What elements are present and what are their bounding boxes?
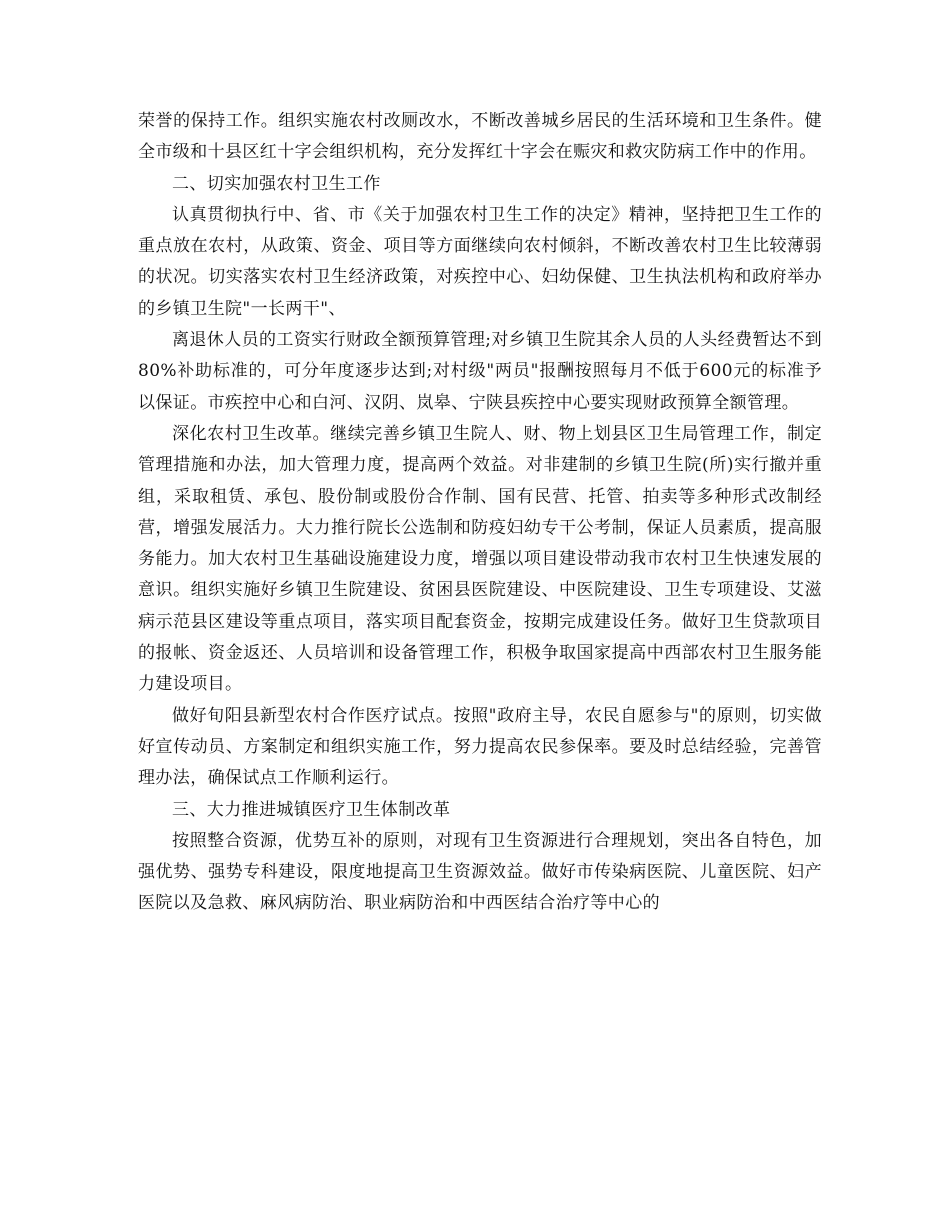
paragraph-4: 离退休人员的工资实行财政全额预算管理;对乡镇卫生院其余人员的人头经费暂达不到80%补助标准的，可分年度逐步达到;对村级"两员"报酬按照每月不低于600元的标准予以保证。市疾控中心和白河、汉阴、岚皋、宁陕县疾控中心要实现财政预算全额管理。 (138, 330, 822, 413)
paragraph-8: 按照整合资源，优势互补的原则，对现有卫生资源进行合理规划，突出各自特色，加强优势、强势专科建设，限度地提高卫生资源效益。做好市传染病医院、儿童医院、妇产医院以及急救、麻风病防治、职业病防治和中西医结合治疗等中心的 (138, 830, 822, 914)
paragraph-6: 做好旬阳县新型农村合作医疗试点。按照"政府主导，农民自愿参与"的原则，切实做好宣传动员、方案制定和组织实施工作，努力提高农民参保率。要及时总结经验，完善管理办法，确保试点工作顺利运行。 (138, 705, 822, 789)
paragraph-3: 认真贯彻执行中、省、市《关于加强农村卫生工作的决定》精神，坚持把卫生工作的重点放在农村，从政策、资金、项目等方面继续向农村倾斜，不断改善农村卫生比较薄弱的状况。切实落实农村卫生经济政策，对疾控中心、妇幼保健、卫生执法机构和政府举办的乡镇卫生院"一长两干"、 (138, 204, 822, 319)
paragraph-1: 荣誉的保持工作。组织实施农村改厕改水，不断改善城乡居民的生活环境和卫生条件。健全市级和十县区红十字会组织机构，充分发挥红十字会在赈灾和救灾防病工作中的作用。 (138, 111, 822, 163)
section-heading-2: 二、切实加强农村卫生工作 (172, 173, 381, 194)
section-heading-3: 三、大力推进城镇医疗卫生体制改革 (172, 799, 451, 820)
paragraph-5: 深化农村卫生改革。继续完善乡镇卫生院人、财、物上划县区卫生局管理工作，制定管理措施和办法，加大管理力度，提高两个效益。对非建制的乡镇卫生院(所)实行撤并重组，采取租赁、承包、股份制或股份合作制、国有民营、托管、拍卖等多种形式改制经营，增强发展活力。大力推行院长公选制和防疫妇幼专干公考制，保证人员素质，提高服务能力。加大农村卫生基础设施建设力度，增强以项目建设带动我市农村卫生快速发展的意识。组织实施好乡镇卫生院建设、贫困县医院建设、中医院建设、卫生专项建设、艾滋病示范县区建设等重点项目，落实项目配套资金，按期完成建设任务。做好卫生贷款项目的报帐、资金返还、人员培训和设备管理工作，积极争取国家提高中西部农村卫生服务能力建设项目。 (138, 423, 822, 695)
